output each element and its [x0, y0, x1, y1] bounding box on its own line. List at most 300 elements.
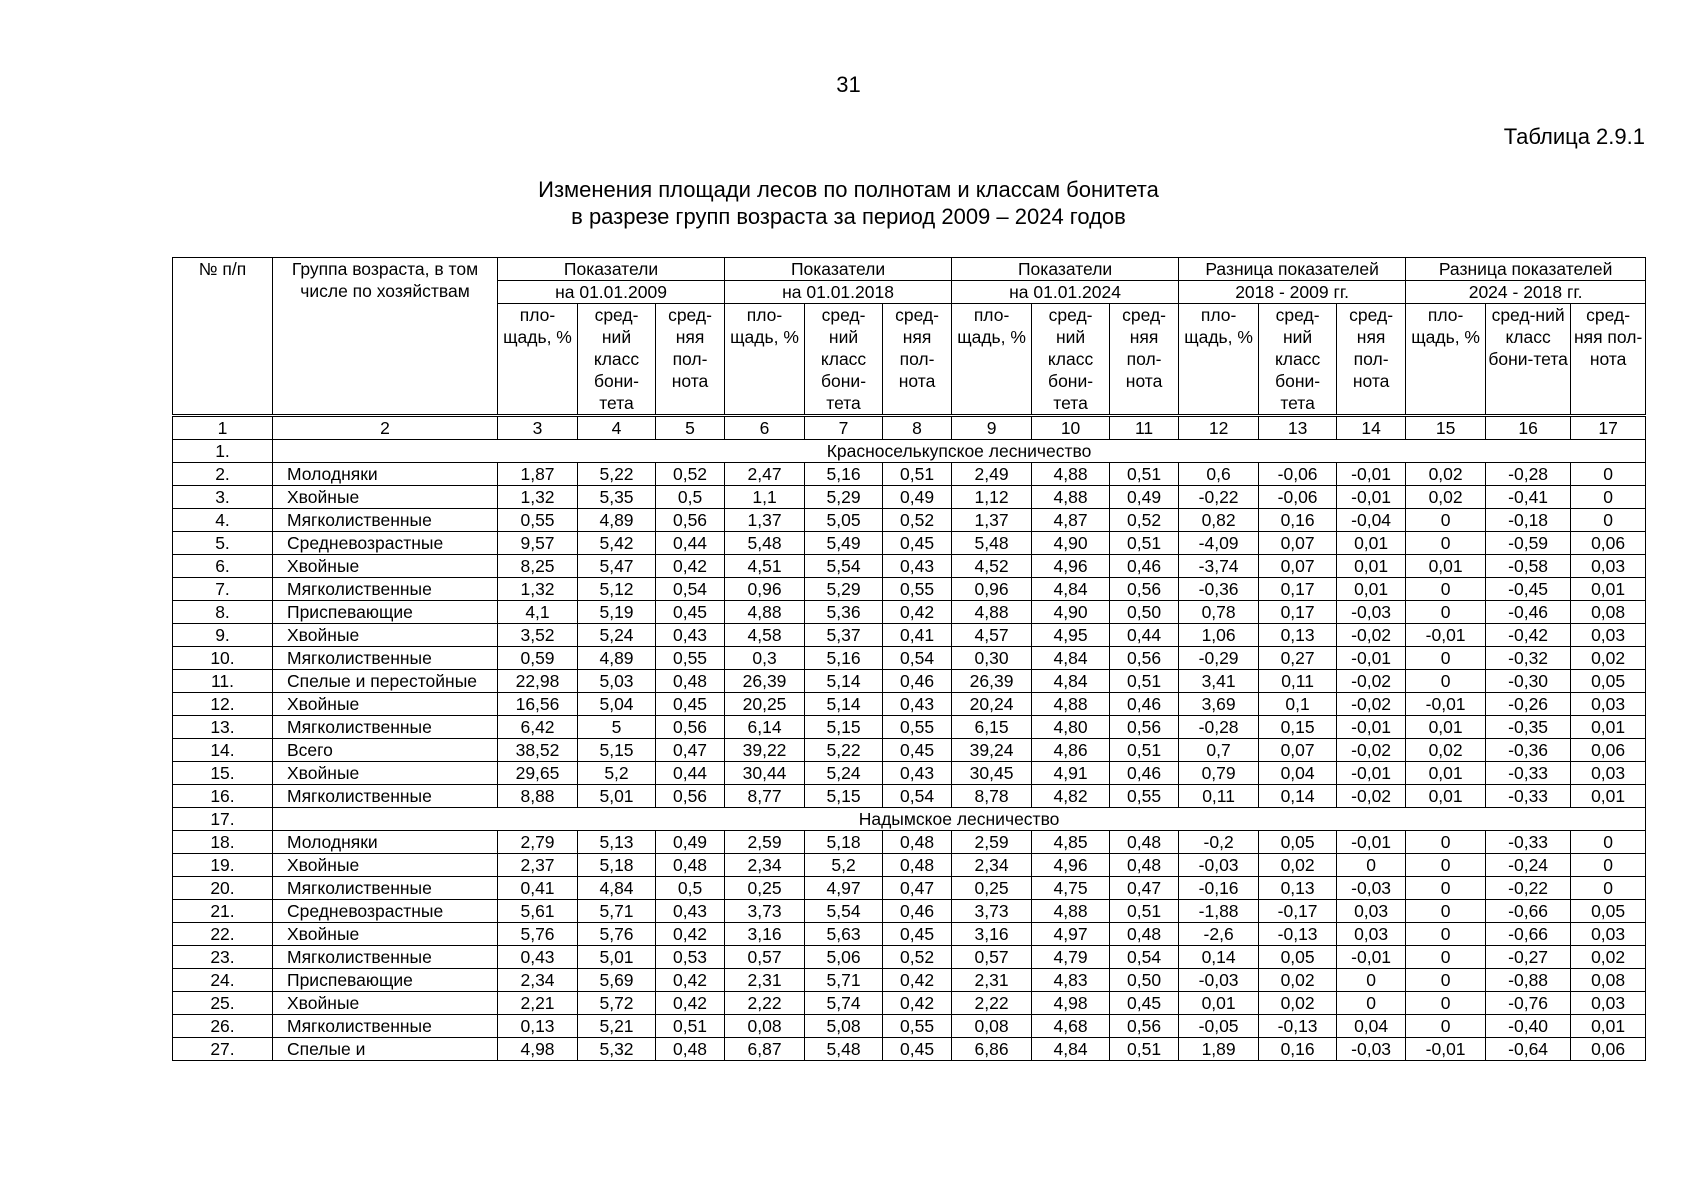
table-cell: 0,1 — [1259, 693, 1337, 716]
row-number: 14. — [173, 739, 273, 762]
table-cell: 8,78 — [952, 785, 1032, 808]
table-cell: 1,87 — [498, 463, 578, 486]
row-label: Спелые и перестойные — [273, 670, 498, 693]
table-cell: -0,04 — [1337, 509, 1406, 532]
row-number: 26. — [173, 1015, 273, 1038]
table-cell: 4,96 — [1032, 555, 1110, 578]
table-cell: 0,16 — [1259, 509, 1337, 532]
table-cell: 2,59 — [725, 831, 805, 854]
table-cell: 5,32 — [578, 1038, 656, 1061]
table-cell: 5,05 — [805, 509, 883, 532]
table-cell: 0,56 — [1110, 1015, 1179, 1038]
table-cell: 0,01 — [1571, 716, 1646, 739]
table-cell: 4,87 — [1032, 509, 1110, 532]
table-cell: 5,69 — [578, 969, 656, 992]
table-cell: -0,01 — [1406, 693, 1486, 716]
row-label: Хвойные — [273, 923, 498, 946]
column-number: 16 — [1486, 416, 1571, 440]
table-cell: 4,79 — [1032, 946, 1110, 969]
table-cell: 4,84 — [1032, 1038, 1110, 1061]
table-row — [173, 1015, 1646, 1038]
table-cell: 2,79 — [498, 831, 578, 854]
table-cell: 0,52 — [1110, 509, 1179, 532]
table-cell: -0,03 — [1337, 877, 1406, 900]
table-cell: -0,17 — [1259, 900, 1337, 923]
table-cell: 0,11 — [1179, 785, 1259, 808]
row-label: Средневозрастные — [273, 900, 498, 923]
table-cell: -0,01 — [1337, 716, 1406, 739]
table-cell: -0,88 — [1486, 969, 1571, 992]
table-cell: 30,45 — [952, 762, 1032, 785]
table-cell: 4,68 — [1032, 1015, 1110, 1038]
table-cell: 5,76 — [578, 923, 656, 946]
table-cell: 0 — [1406, 969, 1486, 992]
table-cell: 0,5 — [656, 486, 725, 509]
row-label: Хвойные — [273, 486, 498, 509]
table-cell: 0 — [1571, 877, 1646, 900]
table-cell: 0,11 — [1259, 670, 1337, 693]
table-cell: 5,49 — [805, 532, 883, 555]
table-cell: 5,61 — [498, 900, 578, 923]
table-cell: 6,87 — [725, 1038, 805, 1061]
table-cell: 0,43 — [656, 900, 725, 923]
table-row — [173, 670, 1646, 693]
table-cell: -0,06 — [1259, 486, 1337, 509]
table-cell: 8,88 — [498, 785, 578, 808]
table-cell: 0,50 — [1110, 601, 1179, 624]
table-cell: 3,69 — [1179, 693, 1259, 716]
column-number: 13 — [1259, 416, 1337, 440]
table-cell: 0 — [1406, 854, 1486, 877]
table-cell: -0,66 — [1486, 923, 1571, 946]
header-row-groups — [173, 258, 1646, 281]
table-cell: 0 — [1406, 578, 1486, 601]
table-cell: 4,88 — [1032, 463, 1110, 486]
table-cell: 39,24 — [952, 739, 1032, 762]
page-number: 31 — [836, 72, 861, 97]
table-cell: 29,65 — [498, 762, 578, 785]
header-period-diff-2018-2009: 2018 - 2009 гг. — [1179, 281, 1406, 304]
section-row — [173, 440, 1646, 463]
table-cell: 5,08 — [805, 1015, 883, 1038]
section-title: Красноселькупское лесничество — [273, 440, 1646, 463]
table-cell: 0,08 — [952, 1015, 1032, 1038]
table-cell: 0,01 — [1179, 992, 1259, 1015]
row-number: 27. — [173, 1038, 273, 1061]
table-cell: 0,55 — [883, 1015, 952, 1038]
section-title: Надымское лесничество — [273, 808, 1646, 831]
header-period-diff-2024-2018: 2024 - 2018 гг. — [1406, 281, 1646, 304]
table-cell: 0,82 — [1179, 509, 1259, 532]
table-cell: -0,02 — [1337, 693, 1406, 716]
table-cell: 0,56 — [1110, 578, 1179, 601]
table-cell: 0,48 — [1110, 854, 1179, 877]
table-cell: 0,54 — [883, 785, 952, 808]
table-cell: 0,51 — [1110, 670, 1179, 693]
table-row — [173, 739, 1646, 762]
column-number: 3 — [498, 416, 578, 440]
table-cell: 5,35 — [578, 486, 656, 509]
table-cell: 0 — [1406, 992, 1486, 1015]
row-number: 15. — [173, 762, 273, 785]
table-cell: 0,79 — [1179, 762, 1259, 785]
table-cell: 0,56 — [656, 716, 725, 739]
row-number: 18. — [173, 831, 273, 854]
table-cell: 0,03 — [1571, 923, 1646, 946]
table-cell: 26,39 — [725, 670, 805, 693]
table-cell: 0,04 — [1259, 762, 1337, 785]
row-label: Спелые и — [273, 1038, 498, 1061]
page-title — [0, 176, 1697, 230]
table-cell: 5,18 — [805, 831, 883, 854]
table-cell: 5,18 — [578, 854, 656, 877]
table-cell: -0,01 — [1337, 486, 1406, 509]
table-cell: 4,82 — [1032, 785, 1110, 808]
table-cell: 0,02 — [1571, 647, 1646, 670]
table-cell: 0,47 — [883, 877, 952, 900]
table-row — [173, 647, 1646, 670]
column-number: 7 — [805, 416, 883, 440]
row-label: Хвойные — [273, 854, 498, 877]
row-label: Мягколиственные — [273, 946, 498, 969]
table-row — [173, 992, 1646, 1015]
table-cell: 0,54 — [883, 647, 952, 670]
table-cell: 5,01 — [578, 785, 656, 808]
table-cell: 0,01 — [1406, 555, 1486, 578]
table-cell: 4,57 — [952, 624, 1032, 647]
table-cell: -0,03 — [1337, 601, 1406, 624]
table-cell: 2,22 — [725, 992, 805, 1015]
table-cell: 5,21 — [578, 1015, 656, 1038]
table-cell: 0,01 — [1406, 785, 1486, 808]
table-cell: 5,16 — [805, 463, 883, 486]
table-cell: 2,59 — [952, 831, 1032, 854]
row-number: 11. — [173, 670, 273, 693]
table-cell: 0,45 — [883, 1038, 952, 1061]
table-row — [173, 946, 1646, 969]
table-cell: 0,51 — [1110, 532, 1179, 555]
table-cell: 0,51 — [1110, 1038, 1179, 1061]
table-cell: 0,48 — [883, 854, 952, 877]
table-cell: 0,51 — [1110, 739, 1179, 762]
table-cell: 0,02 — [1571, 946, 1646, 969]
table-cell: 1,89 — [1179, 1038, 1259, 1061]
table-row — [173, 555, 1646, 578]
table-cell: 3,73 — [725, 900, 805, 923]
table-cell: 0,02 — [1259, 992, 1337, 1015]
table-cell: 4,83 — [1032, 969, 1110, 992]
table-cell: 0,45 — [883, 739, 952, 762]
table-cell: 2,21 — [498, 992, 578, 1015]
table-cell: 0 — [1571, 509, 1646, 532]
table-cell: 0,45 — [656, 601, 725, 624]
table-cell: 0,14 — [1179, 946, 1259, 969]
table-cell: -0,36 — [1179, 578, 1259, 601]
table-cell: 6,14 — [725, 716, 805, 739]
table-cell: 0,55 — [883, 716, 952, 739]
table-cell: -0,22 — [1179, 486, 1259, 509]
table-cell: -3,74 — [1179, 555, 1259, 578]
table-cell: 4,98 — [498, 1038, 578, 1061]
row-number: 24. — [173, 969, 273, 992]
header-area: пло-щадь, % — [1406, 304, 1486, 416]
table-cell: 0,49 — [883, 486, 952, 509]
table-cell: 0,50 — [1110, 969, 1179, 992]
table-cell: 5,72 — [578, 992, 656, 1015]
table-cell: 0,03 — [1337, 900, 1406, 923]
table-cell: 4,51 — [725, 555, 805, 578]
table-cell: 0,25 — [725, 877, 805, 900]
table-cell: 0,05 — [1259, 946, 1337, 969]
table-cell: 4,97 — [805, 877, 883, 900]
table-cell: -0,22 — [1486, 877, 1571, 900]
table-cell: 5,03 — [578, 670, 656, 693]
table-cell: 0 — [1571, 486, 1646, 509]
table-cell: 2,31 — [725, 969, 805, 992]
table-cell: 1,12 — [952, 486, 1032, 509]
table-cell: -0,03 — [1337, 1038, 1406, 1061]
table-cell: 5,29 — [805, 578, 883, 601]
table-cell: 0,6 — [1179, 463, 1259, 486]
table-cell: 0,05 — [1571, 900, 1646, 923]
table-cell: 4,90 — [1032, 601, 1110, 624]
column-number: 11 — [1110, 416, 1179, 440]
table-row — [173, 486, 1646, 509]
table-cell: -0,76 — [1486, 992, 1571, 1015]
header-period-2018: на 01.01.2018 — [725, 281, 952, 304]
table-cell: 5,12 — [578, 578, 656, 601]
table-cell: 30,44 — [725, 762, 805, 785]
table-row — [173, 900, 1646, 923]
row-number: 13. — [173, 716, 273, 739]
table-cell: -0,06 — [1259, 463, 1337, 486]
table-cell: -0,33 — [1486, 831, 1571, 854]
header-group-diff-2024-2018: Разница показателей — [1406, 258, 1646, 281]
table-cell: 0,13 — [1259, 877, 1337, 900]
table-cell: 0,52 — [883, 509, 952, 532]
row-number: 2. — [173, 463, 273, 486]
table-cell: 3,73 — [952, 900, 1032, 923]
row-number: 5. — [173, 532, 273, 555]
row-number: 1. — [173, 440, 273, 463]
table-cell: 9,57 — [498, 532, 578, 555]
header-class: сред-ний класс бони-тета — [805, 304, 883, 416]
table-cell: 0,46 — [883, 900, 952, 923]
table-cell: 0,01 — [1406, 762, 1486, 785]
table-cell: 0,51 — [883, 463, 952, 486]
table-row — [173, 762, 1646, 785]
row-label: Мягколиственные — [273, 785, 498, 808]
table-cell: 0,55 — [1110, 785, 1179, 808]
header-group-2009: Показатели — [498, 258, 725, 281]
table-cell: -0,01 — [1406, 1038, 1486, 1061]
table-cell: 5 — [578, 716, 656, 739]
table-cell: 2,34 — [725, 854, 805, 877]
table-cell: -0,64 — [1486, 1038, 1571, 1061]
table-cell: 0 — [1406, 831, 1486, 854]
column-number: 2 — [273, 416, 498, 440]
row-label: Хвойные — [273, 555, 498, 578]
table-cell: 5,14 — [805, 693, 883, 716]
table-cell: 5,2 — [805, 854, 883, 877]
table-cell: 0 — [1406, 946, 1486, 969]
table-cell: 0,48 — [1110, 831, 1179, 854]
table-cell: 0,27 — [1259, 647, 1337, 670]
table-cell: 0,48 — [656, 1038, 725, 1061]
column-number: 8 — [883, 416, 952, 440]
table-cell: 0,42 — [883, 601, 952, 624]
section-row — [173, 808, 1646, 831]
table-cell: 0 — [1406, 923, 1486, 946]
table-cell: 0,5 — [656, 877, 725, 900]
table-cell: 0,45 — [656, 693, 725, 716]
table-cell: 5,01 — [578, 946, 656, 969]
table-cell: 0,46 — [1110, 762, 1179, 785]
table-cell: 4,58 — [725, 624, 805, 647]
header-density: сред-няя пол-нота — [656, 304, 725, 416]
header-class: сред-ний класс бони-тета — [1259, 304, 1337, 416]
table-cell: 0,01 — [1337, 555, 1406, 578]
table-cell: 0,04 — [1337, 1015, 1406, 1038]
table-cell: 0,30 — [952, 647, 1032, 670]
table-cell: 0 — [1337, 992, 1406, 1015]
table-cell: -0,13 — [1259, 923, 1337, 946]
table-cell: 0,48 — [1110, 923, 1179, 946]
table-cell: 5,48 — [805, 1038, 883, 1061]
table-cell: -0,2 — [1179, 831, 1259, 854]
table-cell: 0,51 — [656, 1015, 725, 1038]
table-cell: 5,16 — [805, 647, 883, 670]
header-density: сред-няя пол-нота — [1571, 304, 1646, 416]
table-row — [173, 785, 1646, 808]
table-cell: 5,15 — [805, 785, 883, 808]
table-cell: 39,22 — [725, 739, 805, 762]
table-cell: 8,77 — [725, 785, 805, 808]
table-cell: 0,16 — [1259, 1038, 1337, 1061]
table-cell: 0 — [1571, 463, 1646, 486]
table-cell: -0,02 — [1337, 739, 1406, 762]
table-cell: 5,63 — [805, 923, 883, 946]
table-cell: 0,42 — [883, 969, 952, 992]
table-cell: 5,24 — [578, 624, 656, 647]
table-cell: 4,95 — [1032, 624, 1110, 647]
table-row — [173, 509, 1646, 532]
table-cell: 4,75 — [1032, 877, 1110, 900]
row-number: 9. — [173, 624, 273, 647]
table-cell: 4,90 — [1032, 532, 1110, 555]
table-cell: 0 — [1406, 647, 1486, 670]
table-cell: 0,01 — [1571, 785, 1646, 808]
table-cell: -0,33 — [1486, 762, 1571, 785]
table-cell: 16,56 — [498, 693, 578, 716]
table-cell: 5,37 — [805, 624, 883, 647]
table-cell: 5,74 — [805, 992, 883, 1015]
table-cell: -0,13 — [1259, 1015, 1337, 1038]
table-cell: 4,96 — [1032, 854, 1110, 877]
table-cell: 0,56 — [1110, 647, 1179, 670]
table-cell: -0,28 — [1179, 716, 1259, 739]
row-label: Молодняки — [273, 831, 498, 854]
table-cell: -0,01 — [1406, 624, 1486, 647]
table-cell: 4,1 — [498, 601, 578, 624]
table-row — [173, 831, 1646, 854]
header-group-2018: Показатели — [725, 258, 952, 281]
column-number: 12 — [1179, 416, 1259, 440]
table-cell: -0,46 — [1486, 601, 1571, 624]
row-label: Приспевающие — [273, 601, 498, 624]
table-cell: 0,03 — [1571, 693, 1646, 716]
table-cell: 2,47 — [725, 463, 805, 486]
table-cell: 0,7 — [1179, 739, 1259, 762]
table-cell: -0,32 — [1486, 647, 1571, 670]
table-cell: 0,45 — [1110, 992, 1179, 1015]
header-num: № п/п — [173, 258, 273, 416]
table-cell: 2,49 — [952, 463, 1032, 486]
table-cell: 4,91 — [1032, 762, 1110, 785]
table-cell: 0,56 — [656, 785, 725, 808]
table-cell: 0,02 — [1259, 854, 1337, 877]
table-cell: 0,07 — [1259, 739, 1337, 762]
table-cell: 0,49 — [1110, 486, 1179, 509]
table-cell: 5,54 — [805, 555, 883, 578]
table-cell: 2,22 — [952, 992, 1032, 1015]
table-cell: -2,6 — [1179, 923, 1259, 946]
table-cell: 0,01 — [1571, 578, 1646, 601]
table-cell: 0,03 — [1571, 992, 1646, 1015]
table-cell: -0,24 — [1486, 854, 1571, 877]
table-cell: 3,52 — [498, 624, 578, 647]
table-cell: 5,22 — [805, 739, 883, 762]
table-cell: 0,46 — [883, 670, 952, 693]
table-cell: 6,86 — [952, 1038, 1032, 1061]
table-cell: 0,42 — [656, 923, 725, 946]
table-cell: 5,71 — [578, 900, 656, 923]
row-number: 22. — [173, 923, 273, 946]
row-number: 17. — [173, 808, 273, 831]
table-cell: 4,98 — [1032, 992, 1110, 1015]
table-cell: 0,06 — [1571, 1038, 1646, 1061]
table-cell: -4,09 — [1179, 532, 1259, 555]
table-cell: 0,08 — [1571, 601, 1646, 624]
table-cell: 0,49 — [656, 831, 725, 854]
table-cell: 4,84 — [578, 877, 656, 900]
table-row — [173, 923, 1646, 946]
row-label: Хвойные — [273, 762, 498, 785]
table-cell: 5,71 — [805, 969, 883, 992]
row-label: Мягколиственные — [273, 716, 498, 739]
row-number: 10. — [173, 647, 273, 670]
table-cell: -0,02 — [1337, 624, 1406, 647]
table-cell: 0 — [1406, 670, 1486, 693]
table-cell: 0 — [1406, 509, 1486, 532]
row-label: Молодняки — [273, 463, 498, 486]
table-cell: -0,58 — [1486, 555, 1571, 578]
table-label: Таблица 2.9.1 — [1503, 124, 1645, 149]
header-class: сред-ний класс бони-тета — [578, 304, 656, 416]
table-cell: 0,03 — [1571, 762, 1646, 785]
table-cell: 0,13 — [498, 1015, 578, 1038]
header-area: пло-щадь, % — [725, 304, 805, 416]
table-cell: -0,16 — [1179, 877, 1259, 900]
table-cell: 0 — [1337, 969, 1406, 992]
table-cell: 6,42 — [498, 716, 578, 739]
table-cell: 5,48 — [725, 532, 805, 555]
row-label: Мягколиственные — [273, 1015, 498, 1038]
row-label: Приспевающие — [273, 969, 498, 992]
header-density: сред-няя пол-нота — [1337, 304, 1406, 416]
header-group-2024: Показатели — [952, 258, 1179, 281]
table-cell: -0,02 — [1337, 785, 1406, 808]
